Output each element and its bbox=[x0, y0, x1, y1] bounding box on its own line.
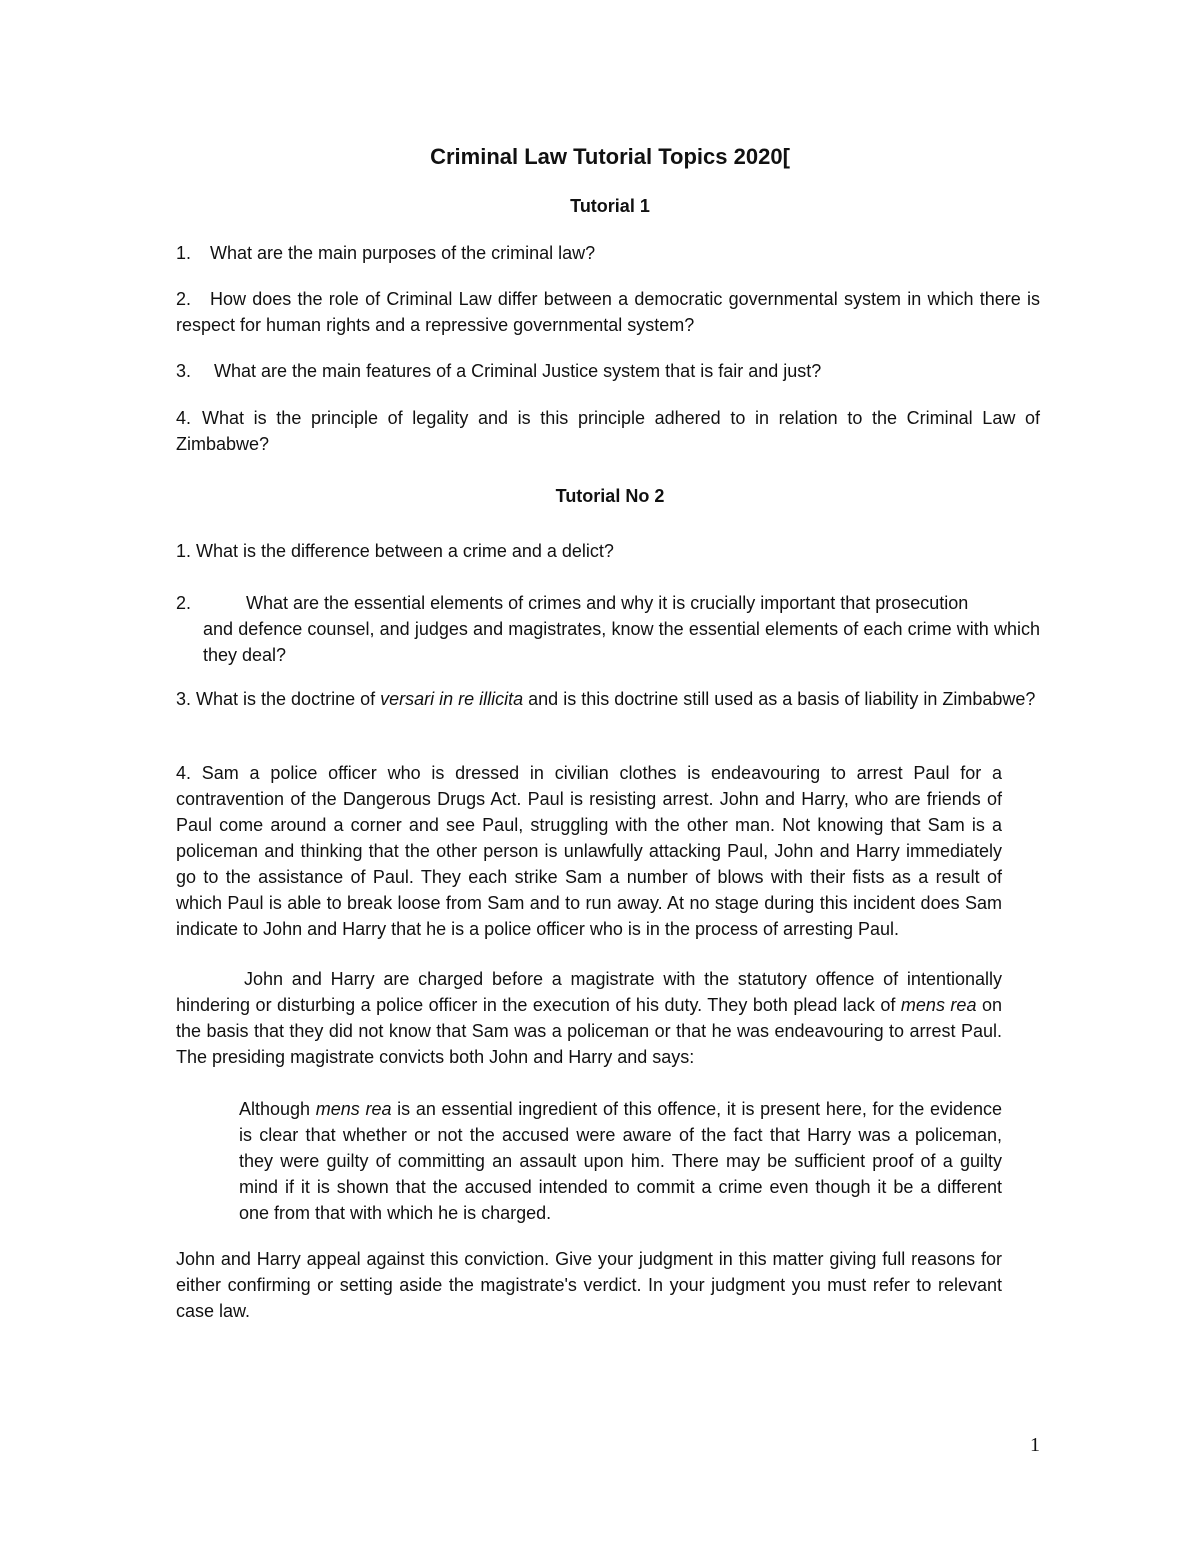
latin-term: versari in re illicita bbox=[380, 689, 524, 709]
paragraph-text: John and Harry are charged before a magistrate with the statutory offence of intentionally hindering or disturbing a police officer in the execution of his duty. They both plead lack of bbox=[176, 969, 1002, 1015]
latin-term: mens rea bbox=[900, 995, 977, 1015]
tutorial-1-question-1 bbox=[176, 240, 1040, 266]
tutorial-1-heading: Tutorial 1 bbox=[570, 196, 650, 216]
paragraph-text: on the basis that they did not know that Sam was a policeman or that he was endeavouring to arrest Paul. The presiding magistrate convicts both John and Harry and says: bbox=[176, 995, 1002, 1067]
question-number: 3. bbox=[176, 361, 192, 381]
question-text: What are the main purposes of the criminal law? bbox=[210, 243, 596, 263]
question-text-line-1: What are the essential elements of crimes and why it is crucially important that prosecution bbox=[246, 593, 969, 613]
tutorial-2-question-3 bbox=[176, 686, 1040, 712]
tutorial-2-question-2 bbox=[176, 590, 1040, 668]
appeal-instruction: John and Harry appeal against this conviction. Give your judgment in this matter giving full reasons for either confirming or setting aside the magistrate's verdict. In your judgment you must refer to relevant case law. bbox=[176, 1249, 1002, 1321]
tutorial-2-heading: Tutorial No 2 bbox=[555, 486, 665, 506]
question-text: 3. What is the doctrine of bbox=[176, 689, 381, 709]
tutorial-1-question-2 bbox=[176, 286, 1040, 338]
tutorial-1-question-4 bbox=[176, 405, 1040, 457]
question-number: 2. bbox=[176, 289, 192, 309]
tutorial-1-question-3 bbox=[176, 358, 1040, 384]
quote-text: is an essential ingredient of this offence, it is present here, for the evidence is clear that whether or not the accused were aware of the fact that Harry was a policeman, they were guilty of committing an assault upon him. There may be sufficient proof of a guilty mind if it is shown that the accused intended to commit a crime even though it be a different one from that with which he is charged. bbox=[239, 1099, 1002, 1223]
page-number: 1 bbox=[1030, 1434, 1040, 1456]
question-text: How does the role of Criminal Law differ between a democratic governmental system in which there is respect for human rights and a repressive governmental system? bbox=[176, 289, 1040, 335]
tutorial-2-question-4-charge bbox=[176, 966, 1002, 1070]
quote-text: Although bbox=[239, 1099, 316, 1119]
tutorial-2-question-4-facts: 4. Sam a police officer who is dressed in civilian clothes is endeavouring to arrest Paul for a contravention of the Dangerous Drugs Act. Paul is resisting arrest. John and Harry, who are friends of Paul come around a corner and see Paul, struggling with the other man. Not knowing that Sam is a policeman and thinking that the other person is unlawfully attacking Paul, John and Harry immediately go to the assistance of Paul. They each strike Sam a number of blows with their fists as a result of which Paul is able to break loose from Sam and to run away. At no stage during this incident does Sam indicate to John and Harry that he is a police officer who is in the process of arresting Paul. bbox=[176, 763, 1002, 939]
question-number: 4. bbox=[176, 408, 192, 428]
magistrate-quote bbox=[239, 1096, 1002, 1226]
question-text: and is this doctrine still used as a basis of liability in Zimbabwe? bbox=[523, 689, 1036, 709]
question-text-continued: and defence counsel, and judges and magistrates, know the essential elements of each crime with which they deal? bbox=[203, 619, 1040, 665]
question-number: 2. bbox=[176, 593, 192, 613]
question-text: What is the principle of legality and is this principle adhered to in relation to the Criminal Law of Zimbabwe? bbox=[176, 408, 1040, 454]
page-title: Criminal Law Tutorial Topics 2020[ bbox=[430, 144, 790, 169]
question-number: 1. bbox=[176, 243, 192, 263]
tutorial-2-question-1: 1. What is the difference between a crime and a delict? bbox=[176, 541, 614, 561]
latin-term: mens rea bbox=[315, 1099, 392, 1119]
question-text: What are the main features of a Criminal Justice system that is fair and just? bbox=[214, 361, 822, 381]
